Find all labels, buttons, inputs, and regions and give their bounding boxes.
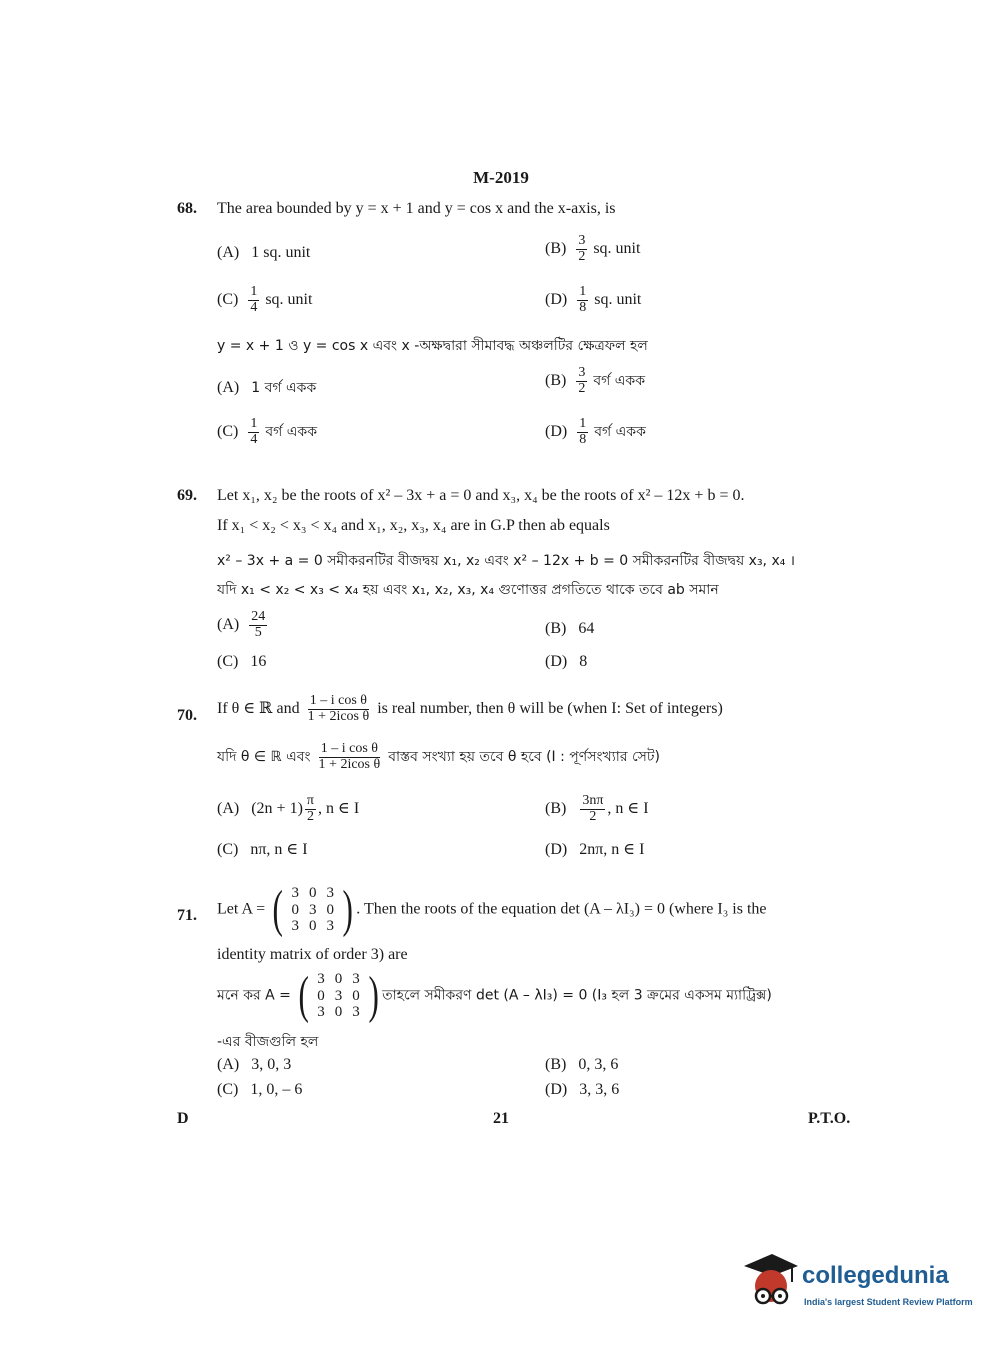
question-71-number: 71.	[177, 907, 197, 924]
stem-suffix: বাস্তব সংখ্যা হয় তবে θ হবে (I : পূর্ণসংখ্যার সেট)	[388, 748, 660, 765]
q68-bn-option-c	[217, 417, 317, 447]
option-label: (A)	[217, 379, 240, 396]
question-69-line1-en: Let x₁, x₂ be the roots of x² – 3x + a = 0 and x₃, x₄ be the roots of x² – 12x + b = 0.	[217, 487, 745, 504]
option-text: 1, 0, – 6	[250, 1081, 303, 1098]
fraction: $\frac{1}{8}$	[579, 284, 587, 315]
fraction: $\frac{24}{5}$	[251, 609, 266, 640]
option-label: (A)	[217, 1056, 240, 1073]
option-label: (A)	[217, 615, 240, 633]
option-label: (C)	[217, 841, 239, 858]
footer-set-code: D	[177, 1110, 189, 1127]
option-label: (C)	[217, 422, 239, 440]
fraction: $\frac{3}{2}$	[578, 233, 586, 264]
q68-option-c	[217, 285, 312, 315]
option-text: 3, 3, 6	[579, 1081, 620, 1098]
fraction: $\frac{3n\pi}{2}$	[582, 793, 604, 824]
question-68-stem-en: The area bounded by y = x + 1 and y = cos x and the x-axis, is	[217, 200, 616, 217]
stem-suffix: তাহলে সমীকরণ det (A – λI₃) = 0 (I₃ হল 3 ক্রমের একসম ম্যাট্রিক্স)	[382, 987, 772, 1004]
q70-option-d	[545, 839, 644, 859]
q69-option-b	[545, 620, 594, 638]
fraction: $\frac{\text{1 – i cos θ}}{\text{1 + 2icos θ}}$	[318, 741, 381, 772]
option-text: 16	[250, 653, 267, 670]
option-text: sq. unit	[265, 290, 313, 308]
question-68-number: 68.	[177, 200, 197, 217]
graduate-mascot-icon	[742, 1250, 800, 1312]
q69-option-d	[545, 653, 587, 671]
question-71-stem-bn	[217, 967, 772, 1024]
option-label: (C)	[217, 290, 239, 308]
q68-bn-option-a	[217, 376, 316, 400]
q69-option-a	[217, 610, 269, 640]
option-text: sq. unit	[593, 239, 641, 257]
fraction: $\frac{1}{4}$	[250, 284, 258, 315]
option-label: (B)	[545, 239, 567, 257]
option-label: (B)	[545, 620, 567, 637]
option-text: (2n + 1)	[251, 799, 303, 817]
question-69-line1-bn: x² – 3x + a = 0 সমীকরনটির বীজদ্বয় x₁, x₂ এবং x² – 12x + b = 0 সমীকরনটির বীজদ্বয় x₃, x₄ ।	[217, 553, 796, 569]
option-text: বর্গ একক	[265, 423, 317, 440]
option-label: (D)	[545, 422, 568, 440]
stem-prefix: মনে কর A =	[217, 987, 291, 1004]
question-71-line2-en: identity matrix of order 3) are	[217, 946, 408, 963]
fraction: $\frac{1}{8}$	[579, 416, 587, 447]
brand-logo-name: collegedunia	[802, 1262, 949, 1289]
question-69-line2-bn: যদি x₁ < x₂ < x₃ < x₄ হয় এবং x₁, x₂, x₃, x₄ গুণোত্তর প্রগতিতে থাকে তবে ab সমান	[217, 582, 719, 598]
q69-option-c	[217, 653, 266, 671]
q71-option-c	[217, 1081, 302, 1099]
stem-suffix: . Then the roots of the equation det (A – λI₃) = 0 (where I₃ is the	[356, 900, 767, 918]
stem-prefix: Let A =	[217, 900, 266, 918]
question-70-stem-en	[217, 694, 723, 724]
option-label: (D)	[545, 653, 568, 670]
fraction: $\frac{\text{1 – i cos θ}}{\text{1 + 2icos θ}}$	[307, 693, 370, 724]
footer-pto: P.T.O.	[808, 1110, 851, 1127]
question-70-stem-bn	[217, 742, 660, 772]
question-70-number: 70.	[177, 707, 197, 724]
option-label: (A)	[217, 799, 240, 817]
option-text: 8	[579, 653, 588, 670]
q68-bn-option-b	[545, 366, 645, 396]
option-text: 2nπ, n ∈ I	[579, 841, 645, 858]
option-text: nπ, n ∈ I	[250, 841, 308, 858]
matrix-a: ( 3 0 3 0 3 0 3 0 3 )	[272, 881, 353, 938]
option-text: sq. unit	[594, 290, 642, 308]
footer-page-number: 21	[493, 1110, 509, 1127]
page-header-code: M-2019	[473, 168, 529, 187]
option-text: , n ∈ I	[317, 799, 360, 817]
option-label: (C)	[217, 1081, 239, 1098]
q68-option-b	[545, 234, 640, 264]
question-69-line2-en: If x₁ < x₂ < x₃ < x₄ and x₁, x₂, x₃, x₄ are in G.P then ab equals	[217, 517, 610, 534]
option-text: 0, 3, 6	[578, 1056, 619, 1073]
matrix-a-bn: ( 3 0 3 0 3 0 3 0 3 )	[298, 967, 379, 1024]
option-label: (D)	[545, 290, 568, 308]
option-text: 1 sq. unit	[251, 244, 311, 261]
q71-option-d	[545, 1081, 619, 1099]
option-label: (D)	[545, 841, 568, 858]
stem-prefix: যদি θ ∈ ℝ এবং	[217, 748, 311, 765]
q71-option-b	[545, 1056, 618, 1074]
question-68-stem-bn: y = x + 1 ও y = cos x এবং x -অক্ষদ্বারা সীমাবদ্ধ অঞ্চলটির ক্ষেত্রফল হল	[217, 338, 648, 354]
option-label: (B)	[545, 371, 567, 389]
q68-option-d	[545, 285, 641, 315]
q70-option-a	[217, 794, 359, 824]
option-label: (B)	[545, 799, 567, 817]
fraction: $\frac{3}{2}$	[578, 365, 586, 396]
fraction: $\frac{\pi}{2}$	[306, 793, 314, 824]
stem-prefix: If θ ∈ ℝ and	[217, 699, 300, 717]
option-text: 64	[578, 620, 595, 637]
brand-logo-tagline: India's largest Student Review Platform	[804, 1297, 973, 1307]
option-text: বর্গ একক	[594, 423, 646, 440]
question-71-line2-bn: -এর বীজগুলি হল	[217, 1034, 319, 1050]
option-label: (C)	[217, 653, 239, 670]
option-text: বর্গ একক	[593, 372, 645, 389]
option-text: , n ∈ I	[607, 799, 649, 817]
question-71-stem-en	[217, 881, 767, 938]
q70-option-c	[217, 839, 308, 859]
option-text: 3, 0, 3	[251, 1056, 292, 1073]
q68-option-a	[217, 244, 310, 262]
q70-option-b	[545, 794, 649, 824]
option-label: (A)	[217, 244, 240, 261]
option-label: (B)	[545, 1056, 567, 1073]
option-text: 1 বর্গ একক	[251, 380, 317, 396]
option-label: (D)	[545, 1081, 568, 1098]
q71-option-a	[217, 1056, 291, 1074]
q68-bn-option-d	[545, 417, 646, 447]
question-69-number: 69.	[177, 487, 197, 504]
fraction: $\frac{1}{4}$	[250, 416, 258, 447]
stem-suffix: is real number, then θ will be (when I: Set of integers)	[377, 699, 723, 717]
